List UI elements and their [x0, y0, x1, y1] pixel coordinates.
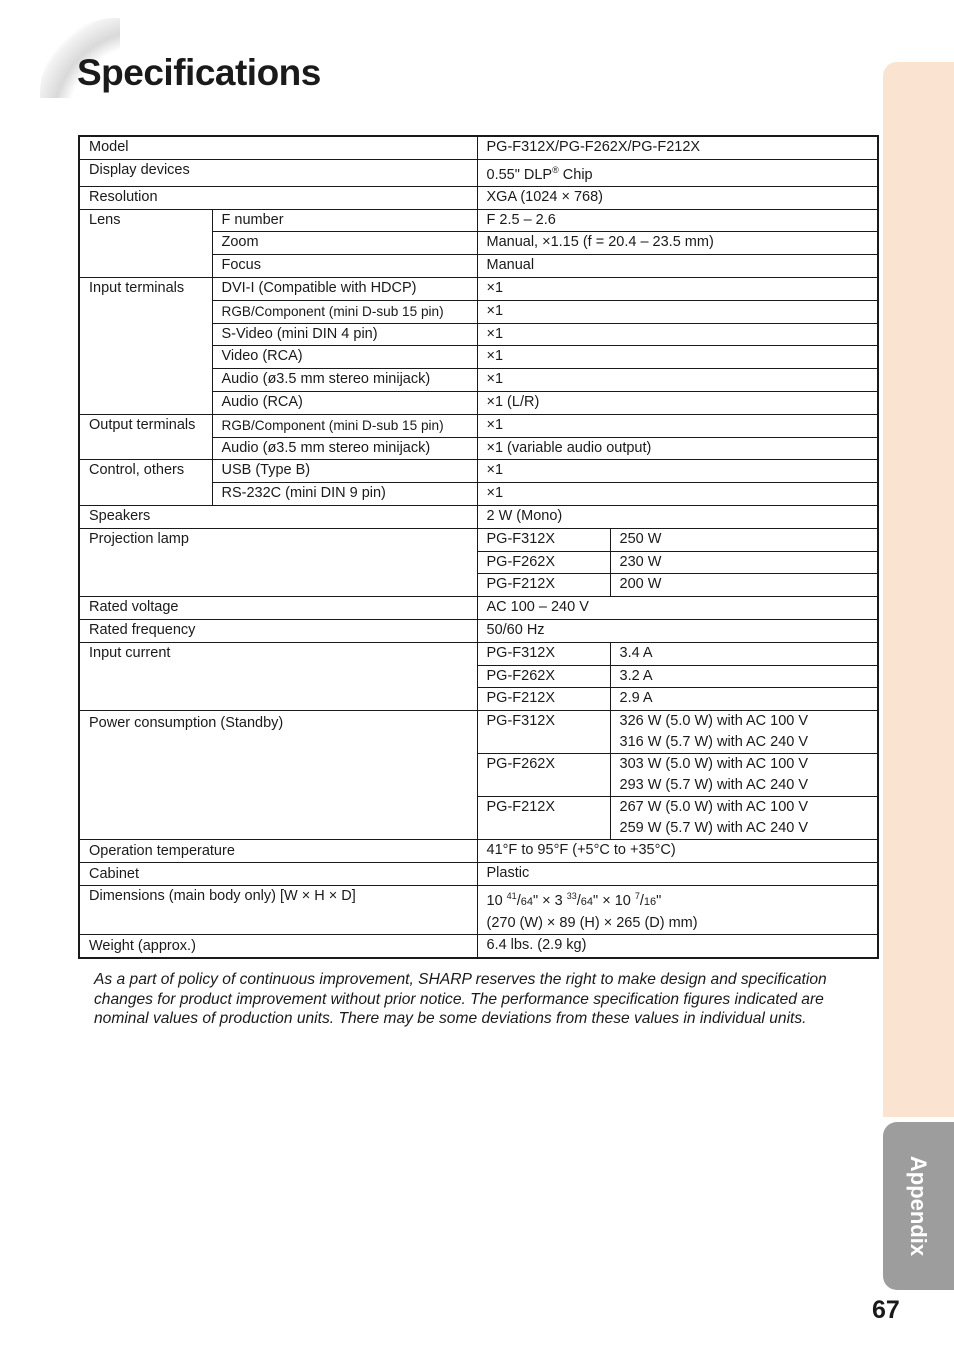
- spec-model: PG-F312X: [477, 711, 610, 754]
- table-row: [79, 642, 878, 665]
- spec-value: 2 W (Mono): [477, 505, 878, 528]
- table-row: [79, 414, 878, 437]
- spec-model: PG-F212X: [477, 797, 610, 840]
- spec-label: Rated frequency: [79, 619, 477, 642]
- table-row: [79, 862, 878, 885]
- table-row: [79, 619, 878, 642]
- spec-value: 303 W (5.0 W) with AC 100 V 293 W (5.7 W) with AC 240 V: [610, 754, 878, 797]
- table-row: [79, 934, 878, 957]
- spec-model: PG-F262X: [477, 665, 610, 688]
- spec-value: ×1: [477, 346, 878, 369]
- spec-label: Operation temperature: [79, 840, 477, 863]
- spec-value: 2.9 A: [610, 688, 878, 711]
- spec-value: 326 W (5.0 W) with AC 100 V 316 W (5.7 W) with AC 240 V: [610, 711, 878, 754]
- spec-value: Plastic: [477, 862, 878, 885]
- spec-model: PG-F212X: [477, 688, 610, 711]
- disclaimer-note: As a part of policy of continuous improvement, SHARP reserves the right to make design and specification changes for product improvement without prior notice. The performance specification figures indicated are nominal values of production units. There may be some deviations from these values in individual units.: [94, 971, 827, 1027]
- spec-value: 50/60 Hz: [477, 619, 878, 642]
- spec-value: 0.55" DLP® Chip: [477, 159, 878, 186]
- spec-label: Input terminals: [79, 277, 212, 414]
- spec-value: F 2.5 – 2.6: [477, 209, 878, 232]
- spec-value: 250 W: [610, 528, 878, 551]
- spec-sublabel: Audio (ø3.5 mm stereo minijack): [212, 437, 477, 460]
- table-row: [79, 505, 878, 528]
- spec-value: ×1: [477, 323, 878, 346]
- spec-value: Manual: [477, 255, 878, 278]
- spec-sublabel: RS-232C (mini DIN 9 pin): [212, 483, 477, 506]
- page-number: 67: [872, 1296, 900, 1324]
- spec-value: 230 W: [610, 551, 878, 574]
- spec-value: ×1: [477, 300, 878, 323]
- spec-label: Speakers: [79, 505, 477, 528]
- table-row: [79, 159, 878, 186]
- spec-label: Resolution: [79, 186, 477, 209]
- spec-sublabel: RGB/Component (mini D-sub 15 pin): [212, 414, 477, 437]
- spec-sublabel: Audio (RCA): [212, 391, 477, 414]
- spec-label: Display devices: [79, 159, 477, 186]
- spec-label: Input current: [79, 642, 477, 710]
- spec-sublabel: S-Video (mini DIN 4 pin): [212, 323, 477, 346]
- spec-label: Rated voltage: [79, 597, 477, 620]
- table-row: [79, 136, 878, 159]
- table-row: [79, 186, 878, 209]
- spec-label: Projection lamp: [79, 528, 477, 596]
- spec-value: 6.4 lbs. (2.9 kg): [477, 934, 878, 957]
- spec-value: ×1: [477, 483, 878, 506]
- spec-label: Model: [79, 136, 477, 159]
- appendix-tab-label: Appendix: [906, 1155, 931, 1257]
- spec-value: ×1: [477, 369, 878, 392]
- spec-label: Lens: [79, 209, 212, 277]
- spec-label: Power consumption (Standby): [79, 711, 477, 840]
- table-row: [79, 209, 878, 232]
- spec-sublabel: RGB/Component (mini D-sub 15 pin): [212, 300, 477, 323]
- table-row: [79, 277, 878, 300]
- spec-value: 267 W (5.0 W) with AC 100 V 259 W (5.7 W) with AC 240 V: [610, 797, 878, 840]
- table-row: [79, 840, 878, 863]
- table-row: [79, 460, 878, 483]
- spec-sublabel: Video (RCA): [212, 346, 477, 369]
- specifications-table: [78, 135, 879, 959]
- side-tab-background: [883, 62, 954, 1117]
- spec-value: 10 $^{41}$/64" × 3 $^{33}$/64" × 10 $^7$/16" (270 (W) × 89 (H) × 265 (D) mm): [477, 885, 878, 934]
- spec-model: PG-F212X: [477, 574, 610, 597]
- spec-model: PG-F262X: [477, 754, 610, 797]
- spec-model: PG-F312X: [477, 528, 610, 551]
- spec-value: 41°F to 95°F (+5°C to +35°C): [477, 840, 878, 863]
- spec-label: Weight (approx.): [79, 934, 477, 957]
- spec-sublabel: Audio (ø3.5 mm stereo minijack): [212, 369, 477, 392]
- table-row: [79, 711, 878, 754]
- spec-label: Dimensions (main body only) [W × H × D]: [79, 885, 477, 934]
- spec-label: Output terminals: [79, 414, 212, 460]
- spec-value: PG-F312X/PG-F262X/PG-F212X: [477, 136, 878, 159]
- page-title: Specifications: [77, 52, 321, 93]
- spec-value: 3.2 A: [610, 665, 878, 688]
- spec-label: Cabinet: [79, 862, 477, 885]
- spec-model: PG-F262X: [477, 551, 610, 574]
- spec-value: ×1: [477, 277, 878, 300]
- table-row: [79, 597, 878, 620]
- spec-value: 200 W: [610, 574, 878, 597]
- table-row: [79, 885, 878, 934]
- spec-value: ×1 (variable audio output): [477, 437, 878, 460]
- spec-value: XGA (1024 × 768): [477, 186, 878, 209]
- spec-model: PG-F312X: [477, 642, 610, 665]
- table-row: [79, 528, 878, 551]
- spec-sublabel: USB (Type B): [212, 460, 477, 483]
- spec-value: ×1: [477, 460, 878, 483]
- spec-sublabel: F number: [212, 209, 477, 232]
- spec-sublabel: Zoom: [212, 232, 477, 255]
- spec-sublabel: Focus: [212, 255, 477, 278]
- spec-label: Control, others: [79, 460, 212, 506]
- spec-value: Manual, ×1.15 (f = 20.4 – 23.5 mm): [477, 232, 878, 255]
- spec-sublabel: DVI-I (Compatible with HDCP): [212, 277, 477, 300]
- spec-value: ×1: [477, 414, 878, 437]
- spec-value: ×1 (L/R): [477, 391, 878, 414]
- spec-value: 3.4 A: [610, 642, 878, 665]
- spec-value: AC 100 – 240 V: [477, 597, 878, 620]
